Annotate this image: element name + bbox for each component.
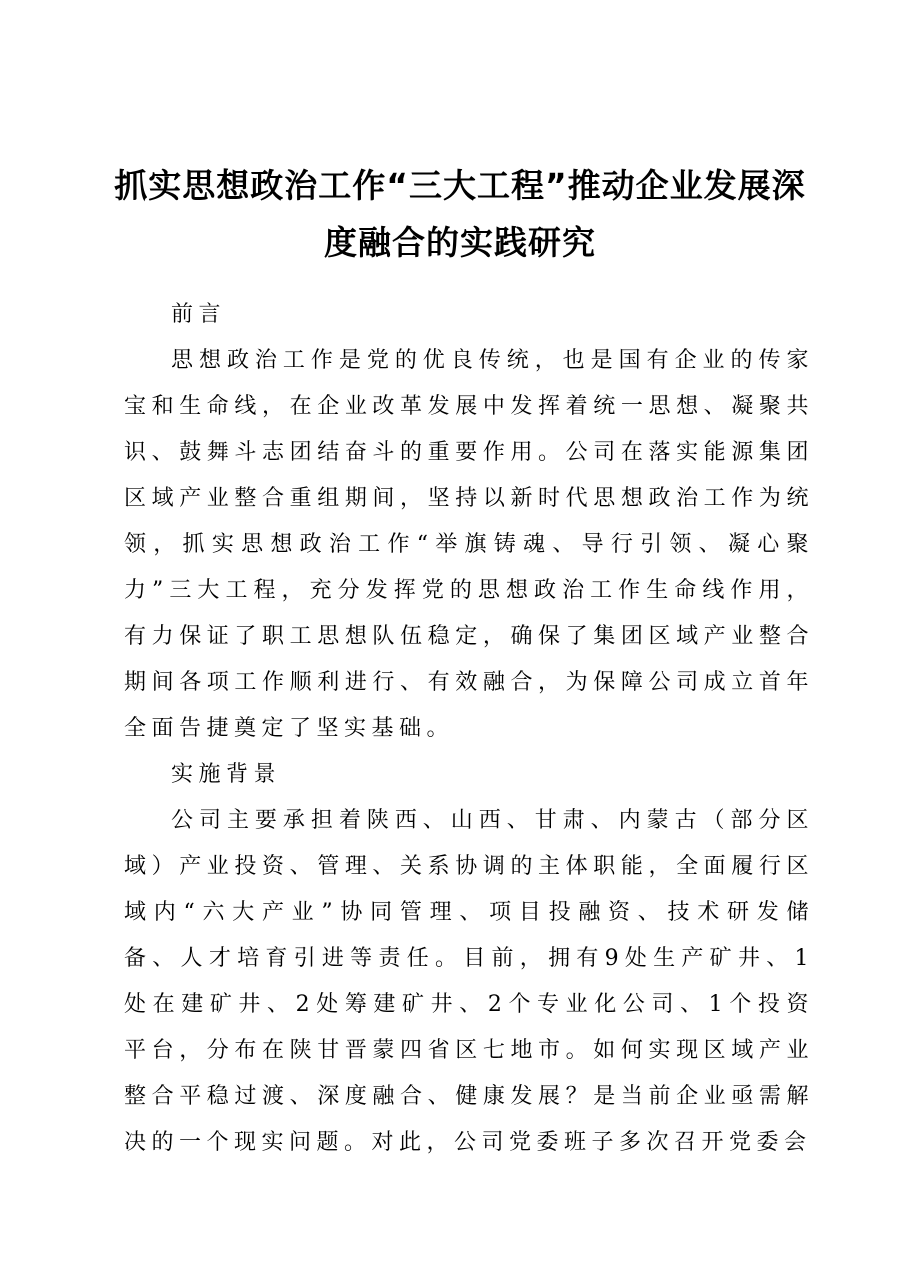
- section-heading-background: 实施背景: [171, 762, 282, 787]
- document-title: 抓实思想政治工作“三大工程”推动企业发展深度融合的实践研究: [114, 166, 806, 262]
- document-body: [124, 292, 814, 1166]
- background-paragraph: 公司主要承担着陕西、山西、甘肃、内蒙古（部分区域）产业投资、管理、关系协调的主体职能，全面履行区域内“六大产业”协同管理、项目投融资、技术研发储备、人才培育引进等责任。目前，拥有9处生产矿井、1处在建矿井、2处筹建矿井、2个专业化公司、1个投资平台，分布在陕甘晋蒙四省区七地市。如何实现区域产业整合平稳过渡、深度融合、健康发展？是当前企业亟需解决的一个现实问题。对此，公司党委班子多次召开党委会: [124, 808, 814, 1155]
- section-heading-preface: 前言: [171, 302, 227, 327]
- preface-paragraph: 思想政治工作是党的优良传统，也是国有企业的传家宝和生命线，在企业改革发展中发挥着统一思想、凝聚共识、鼓舞斗志团结奋斗的重要作用。公司在落实能源集团区域产业整合重组期间，坚持以新时代思想政治工作为统领，抓实思想政治工作“举旗铸魂、导行引领、凝心聚力”三大工程，充分发挥党的思想政治工作生命线作用，有力保证了职工思想队伍稳定，确保了集团区域产业整合期间各项工作顺利进行、有效融合，为保障公司成立首年全面告捷奠定了坚实基础。: [124, 348, 814, 741]
